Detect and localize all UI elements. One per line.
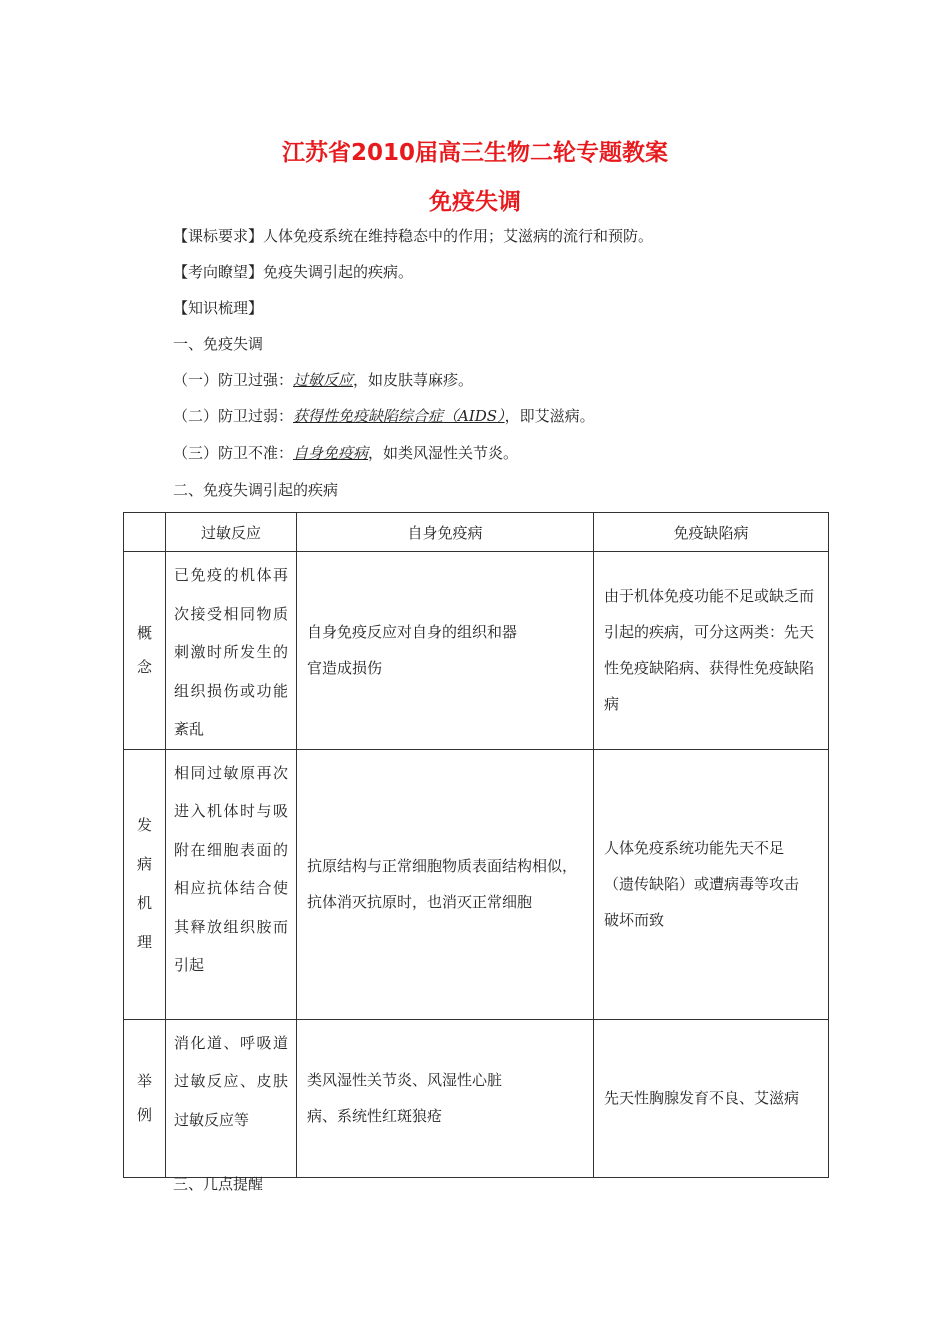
item-3-answer: 自身免疫病 xyxy=(293,444,369,462)
header-immunodeficiency: 免疫缺陷病 xyxy=(594,513,829,552)
row-label-mechanism: 发病机理 xyxy=(124,749,166,1019)
document-subtitle: 免疫失调 xyxy=(429,189,521,215)
cell-autoimmune: 抗原结构与正常细胞物质表面结构相似，抗体消灭抗原时，也消灭正常细胞 xyxy=(297,749,594,1019)
item-1 xyxy=(173,370,473,390)
cell-immunodeficiency: 先天性胸腺发育不良、艾滋病 xyxy=(594,1019,829,1177)
header-autoimmune: 自身免疫病 xyxy=(297,513,594,552)
section-2-heading: 二、免疫失调引起的疾病 xyxy=(173,481,339,499)
item-2 xyxy=(173,406,595,426)
cell-autoimmune: 自身免疫反应对自身的组织和器官造成损伤 xyxy=(297,552,594,750)
section-1-heading: 一、免疫失调 xyxy=(173,335,264,353)
cell-immunodeficiency: 人体免疫系统功能先天不足（遗传缺陷）或遭病毒等攻击破坏而致 xyxy=(594,749,829,1019)
row-label-examples: 举例 xyxy=(124,1019,166,1177)
item-3-suffix: ，如类风湿性关节炎。 xyxy=(368,444,519,462)
table-row xyxy=(124,749,829,1019)
row-label-concept: 概念 xyxy=(124,552,166,750)
item-3 xyxy=(173,443,518,463)
item-1-prefix: （一）防卫过强： xyxy=(173,371,294,389)
cell-allergy: 消化道、呼吸道过敏反应、皮肤过敏反应等 xyxy=(166,1019,297,1177)
header-blank xyxy=(124,513,166,552)
knowledge-review-heading: 【知识梳理】 xyxy=(173,299,264,317)
item-3-prefix: （三）防卫不准： xyxy=(173,444,294,462)
cell-allergy: 已免疫的机体再次接受相同物质刺激时所发生的组织损伤或功能紊乱 xyxy=(166,552,297,750)
table-header-row xyxy=(124,513,829,552)
section-3-heading: 三、几点提醒 xyxy=(173,1175,264,1193)
cell-allergy: 相同过敏原再次进入机体时与吸附在细胞表面的相应抗体结合使其释放组织胺而引起 xyxy=(166,749,297,1019)
item-2-answer: 获得性免疫缺陷综合症（AIDS） xyxy=(293,407,505,425)
item-1-answer: 过敏反应 xyxy=(293,371,354,389)
curriculum-requirement: 【课标要求】人体免疫系统在维持稳态中的作用；艾滋病的流行和预防。 xyxy=(173,227,654,245)
exam-outlook: 【考向瞭望】免疫失调引起的疾病。 xyxy=(173,263,414,281)
item-2-suffix: ，即艾滋病。 xyxy=(504,407,595,425)
disease-comparison-table xyxy=(123,512,829,1178)
header-allergy: 过敏反应 xyxy=(166,513,297,552)
cell-autoimmune: 类风湿性关节炎、风湿性心脏病、系统性红斑狼疮 xyxy=(297,1019,594,1177)
cell-immunodeficiency: 由于机体免疫功能不足或缺乏而引起的疾病，可分这两类：先天性免疫缺陷病、获得性免疫缺陷病 xyxy=(594,552,829,750)
table-row xyxy=(124,1019,829,1177)
document-title: 江苏省2010届高三生物二轮专题教案 xyxy=(281,140,668,166)
table-row xyxy=(124,552,829,750)
item-2-prefix: （二）防卫过弱： xyxy=(173,407,294,425)
item-1-suffix: ，如皮肤荨麻疹。 xyxy=(353,371,474,389)
